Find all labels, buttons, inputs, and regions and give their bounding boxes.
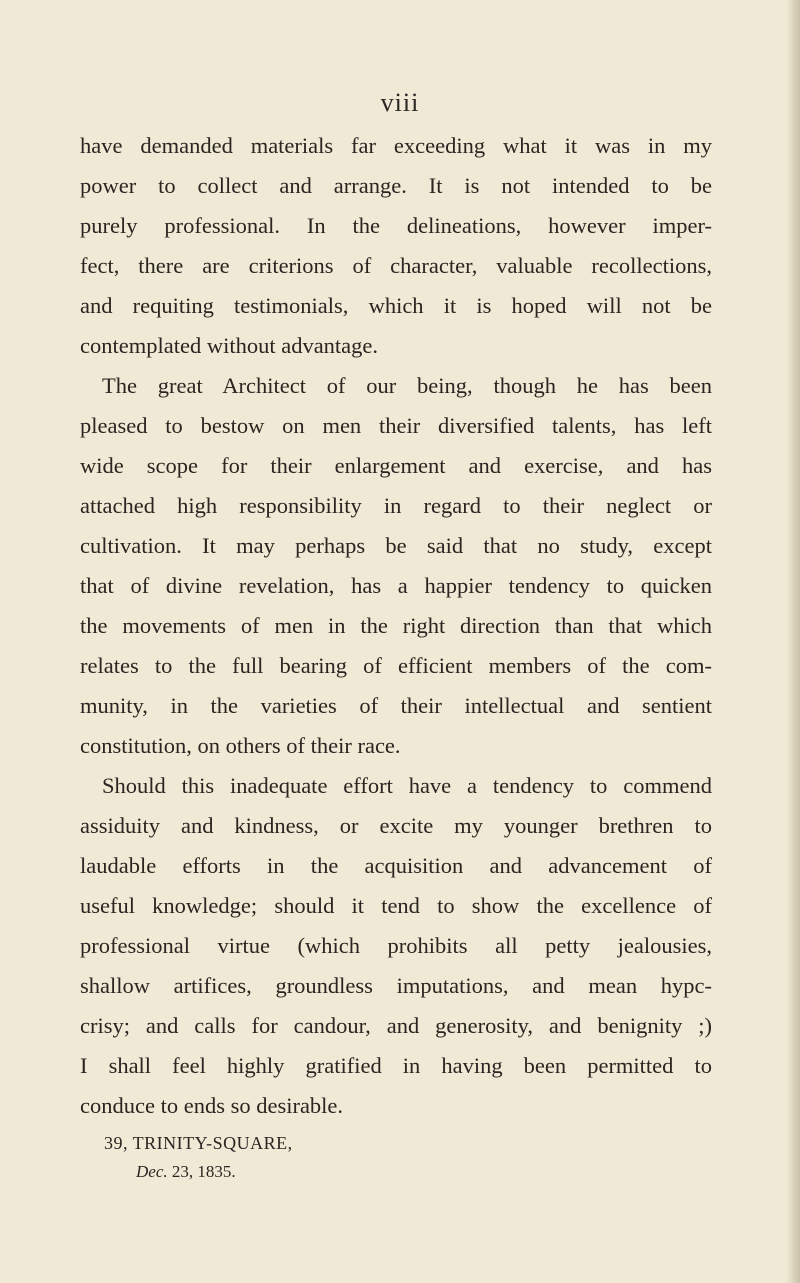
- text-line: have demanded materials far exceeding what it was in my: [80, 133, 712, 158]
- text-line: I shall feel highly gratified in having been permitted to: [80, 1053, 712, 1078]
- text-line: that of divine revelation, has a happier tendency to quicken: [80, 573, 712, 598]
- text-line: professional virtue (which prohibits all petty jealousies,: [80, 933, 712, 958]
- signature-block: [104, 1128, 293, 1186]
- text-line: conduce to ends so desirable.: [80, 1093, 344, 1118]
- text-line: power to collect and arrange. It is not intended to be: [80, 173, 712, 198]
- page-number: viii: [380, 88, 420, 117]
- text-line: the movements of men in the right direction than that which: [80, 613, 712, 638]
- text-line: and requiting testimonials, which it is hoped will not be: [80, 293, 712, 318]
- text-line: constitution, on others of their race.: [80, 733, 401, 758]
- text-line: shallow artifices, groundless imputations, and mean hypc-: [80, 973, 712, 998]
- text-line: cultivation. It may perhaps be said that no study, except: [80, 533, 712, 558]
- text-line: crisy; and calls for candour, and generosity, and benignity ;): [80, 1013, 712, 1038]
- text-line: wide scope for their enlargement and exercise, and has: [80, 453, 712, 478]
- signature-date-day-year: 23, 1835.: [167, 1162, 236, 1181]
- text-line: purely professional. In the delineations, however imper-: [80, 213, 712, 238]
- text-line: contemplated without advantage.: [80, 333, 379, 358]
- text-line: useful knowledge; should it tend to show the excellence of: [80, 893, 712, 918]
- text-line: pleased to bestow on men their diversified talents, has left: [80, 413, 712, 438]
- text-line: assiduity and kindness, or excite my younger brethren to: [80, 813, 712, 838]
- signature-date-month: Dec.: [136, 1162, 168, 1181]
- text-line: relates to the full bearing of efficient members of the com-: [80, 653, 712, 678]
- signature-date: [104, 1158, 293, 1186]
- page-edge-shadow: [786, 0, 800, 1283]
- text-line: munity, in the varieties of their intellectual and sentient: [80, 693, 712, 718]
- text-line: attached high responsibility in regard to their neglect or: [80, 493, 712, 518]
- text-line: Should this inadequate effort have a tendency to commend: [102, 773, 712, 798]
- signature-address: 39, TRINITY-SQUARE,: [104, 1133, 293, 1153]
- body-text: [80, 126, 712, 1126]
- text-line: The great Architect of our being, though he has been: [102, 373, 712, 398]
- text-line: fect, there are criterions of character, valuable recollections,: [80, 253, 712, 278]
- text-line: laudable efforts in the acquisition and advancement of: [80, 853, 712, 878]
